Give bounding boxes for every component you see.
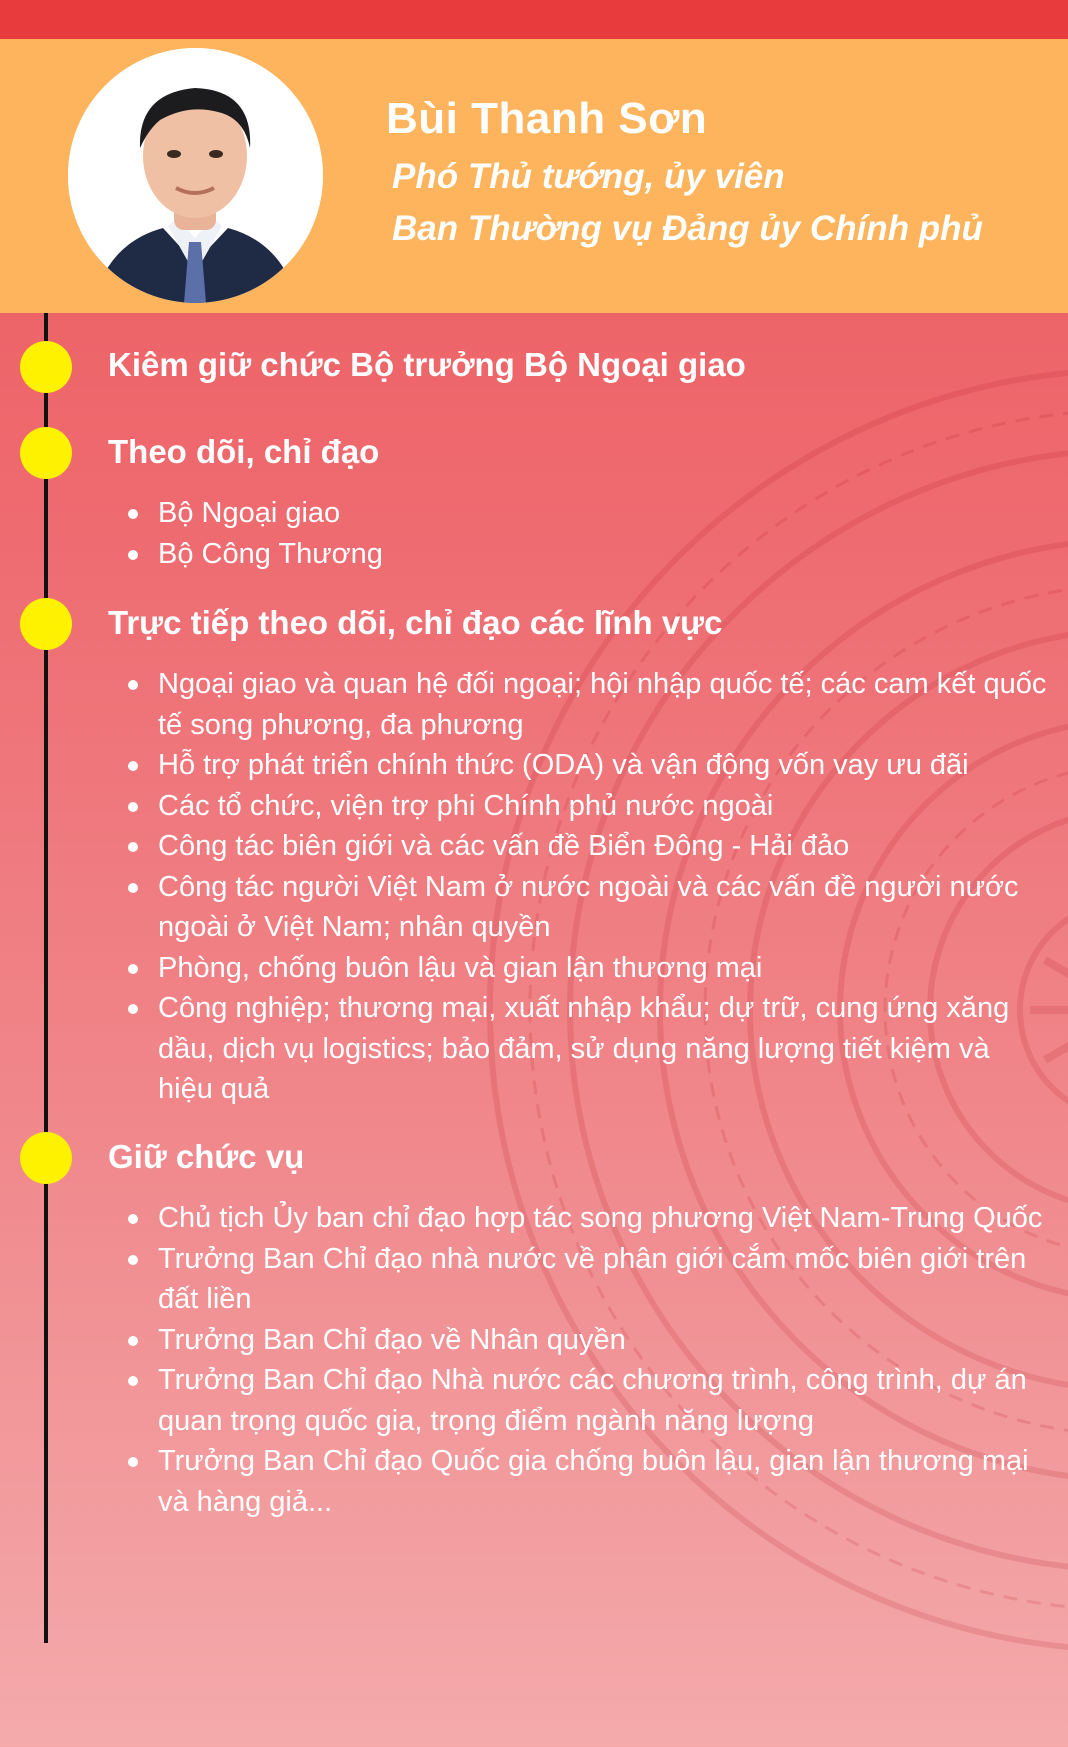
list-item: Công nghiệp; thương mại, xuất nhập khẩu; dự trữ, cung ứng xăng dầu, dịch vụ logistics; bảo đảm, sử dụng năng lượng tiết kiệm và hiệu quả [122, 988, 1052, 1110]
list-item: Ngoại giao và quan hệ đối ngoại; hội nhập quốc tế; các cam kết quốc tế song phương, đa phương [122, 664, 1052, 745]
list-item: Trưởng Ban Chỉ đạo Quốc gia chống buôn lậu, gian lận thương mại và hàng giả... [122, 1441, 1052, 1522]
section-heading: Theo dõi, chỉ đạo [108, 433, 380, 470]
list-item: Bộ Công Thương [122, 534, 1052, 575]
list-item: Hỗ trợ phát triển chính thức (ODA) và vận động vốn vay ưu đãi [122, 745, 1052, 786]
section-heading: Trực tiếp theo dõi, chỉ đạo các lĩnh vực [108, 604, 723, 641]
list-item: Công tác người Việt Nam ở nước ngoài và các vấn đề người nước ngoài ở Việt Nam; nhân quyền [122, 867, 1052, 948]
section-list [122, 493, 1052, 574]
portrait-image [68, 48, 323, 303]
list-item: Chủ tịch Ủy ban chỉ đạo hợp tác song phương Việt Nam-Trung Quốc [122, 1198, 1052, 1239]
profile-header [0, 39, 1068, 313]
list-item: Phòng, chống buôn lậu và gian lận thương mại [122, 948, 1052, 989]
section-list [122, 1198, 1052, 1522]
list-item: Các tổ chức, viện trợ phi Chính phủ nước ngoài [122, 786, 1052, 827]
top-strip [0, 0, 1068, 39]
timeline-dot [20, 598, 72, 650]
list-item: Bộ Ngoại giao [122, 493, 1052, 534]
list-item: Trưởng Ban Chỉ đạo nhà nước về phân giới cắm mốc biên giới trên đất liền [122, 1239, 1052, 1320]
timeline-line [44, 313, 48, 1643]
role-line-2: Ban Thường vụ Đảng ủy Chính phủ [392, 209, 983, 248]
timeline-dot [20, 1132, 72, 1184]
section-list [122, 664, 1052, 1110]
list-item: Trưởng Ban Chỉ đạo Nhà nước các chương trình, công trình, dự án quan trọng quốc gia, trọng điểm ngành năng lượng [122, 1360, 1052, 1441]
section-heading: Kiêm giữ chức Bộ trưởng Bộ Ngoại giao [108, 346, 746, 383]
timeline-dot [20, 427, 72, 479]
list-item: Công tác biên giới và các vấn đề Biển Đông - Hải đảo [122, 826, 1052, 867]
portrait-avatar [68, 48, 323, 303]
list-item: Trưởng Ban Chỉ đạo về Nhân quyền [122, 1320, 1052, 1361]
timeline-dot [20, 341, 72, 393]
role-line-1: Phó Thủ tướng, ủy viên [392, 157, 785, 196]
person-name: Bùi Thanh Sơn [386, 94, 708, 143]
section-heading: Giữ chức vụ [108, 1138, 305, 1175]
